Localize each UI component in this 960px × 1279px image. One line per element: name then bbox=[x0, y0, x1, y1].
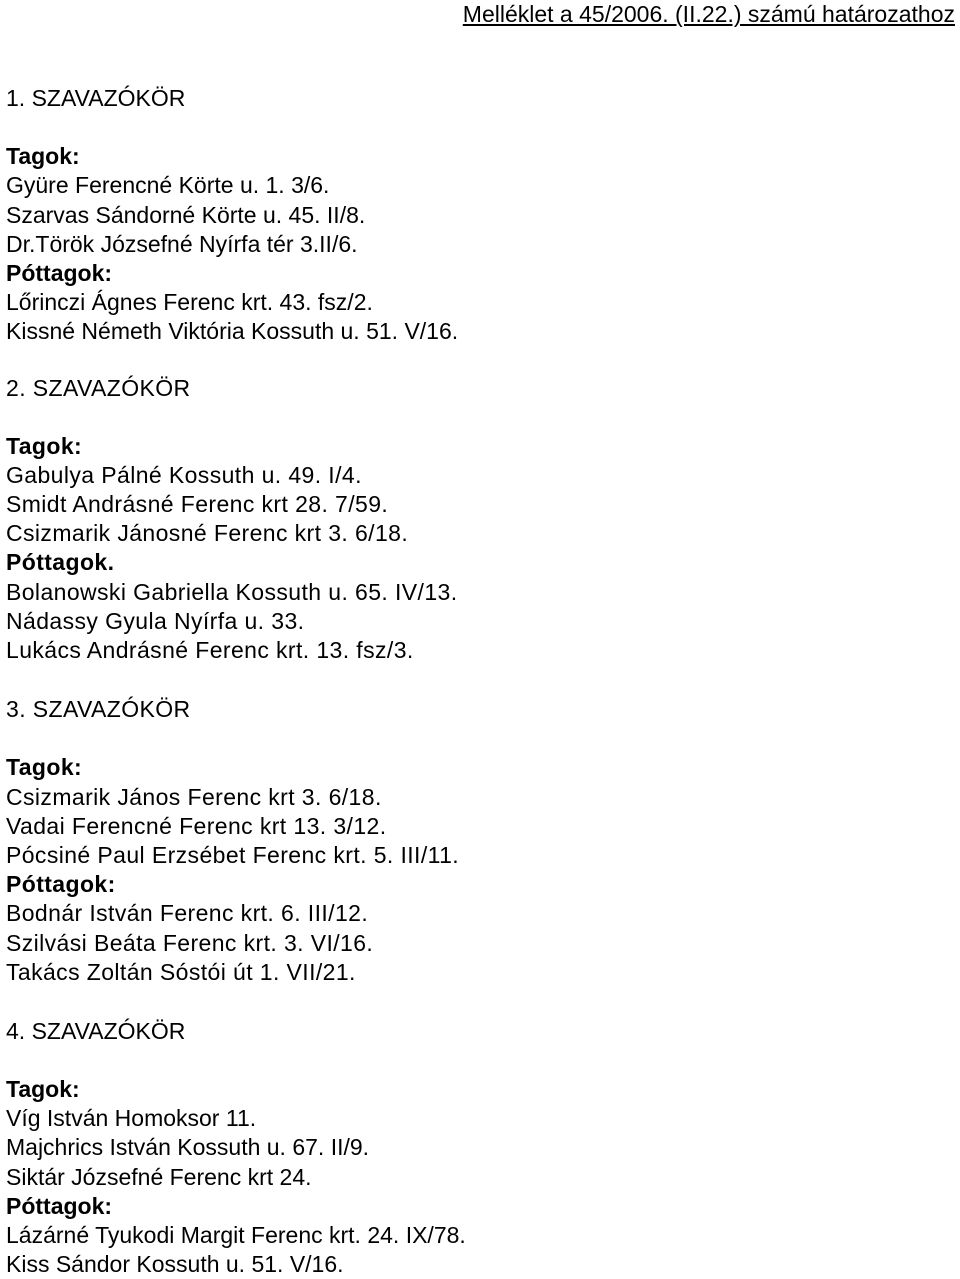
alternate-item: Kiss Sándor Kossuth u. 51. V/16. bbox=[6, 1251, 344, 1278]
section-2 bbox=[6, 374, 960, 666]
member-item: Vadai Ferencné Ferenc krt 13. 3/12. bbox=[6, 812, 387, 839]
alternates-label: Póttagok: bbox=[6, 1192, 113, 1219]
member-item: Pócsiné Paul Erzsébet Ferenc krt. 5. III/11. bbox=[6, 841, 460, 868]
members-label: Tagok: bbox=[6, 754, 83, 781]
member-item: Csizmarik Jánosné Ferenc krt 3. 6/18. bbox=[6, 520, 409, 547]
section-1 bbox=[6, 84, 960, 347]
alternate-item: Lukács Andrásné Ferenc krt. 13. fsz/3. bbox=[6, 637, 414, 663]
member-item: Víg István Homoksor 11. bbox=[6, 1105, 257, 1132]
section-3 bbox=[6, 695, 960, 987]
alternate-item: Bodnár István Ferenc krt. 6. III/12. bbox=[6, 900, 369, 927]
member-item: Siktár Józsefné Ferenc krt 24. bbox=[6, 1163, 312, 1190]
member-item: Csizmarik János Ferenc krt 3. 6/18. bbox=[6, 783, 382, 810]
alternates-label: Póttagok: bbox=[6, 259, 113, 286]
members-label: Tagok: bbox=[6, 143, 80, 170]
document-header: Melléklet a 45/2006. (II.22.) számú határozathoz bbox=[462, 1, 955, 27]
alternate-item: Szilvási Beáta Ferenc krt. 3. VI/16. bbox=[6, 929, 374, 956]
member-item: Szarvas Sándorné Körte u. 45. II/8. bbox=[6, 201, 366, 228]
member-item: Gyüre Ferencné Körte u. 1. 3/6. bbox=[6, 172, 330, 199]
member-item: Smidt Andrásné Ferenc krt 28. 7/59. bbox=[6, 491, 389, 518]
section-title: 3. SZAVAZÓKÖR bbox=[6, 696, 191, 723]
alternate-item: Takács Zoltán Sóstói út 1. VII/21. bbox=[6, 958, 356, 985]
section-title: 4. SZAVAZÓKÖR bbox=[6, 1017, 186, 1044]
alternate-item: Nádassy Gyula Nyírfa u. 33. bbox=[6, 607, 305, 634]
members-label: Tagok: bbox=[6, 1076, 80, 1103]
member-item: Dr.Török Józsefné Nyírfa tér 3.II/6. bbox=[6, 230, 358, 257]
members-label: Tagok: bbox=[6, 432, 83, 459]
document-body bbox=[6, 84, 960, 1279]
alternate-item: Lázárné Tyukodi Margit Ferenc krt. 24. IX/78. bbox=[6, 1222, 466, 1248]
alternate-item: Lőrinczi Ágnes Ferenc krt. 43. fsz/2. bbox=[6, 289, 373, 316]
section-title: 2. SZAVAZÓKÖR bbox=[6, 374, 191, 401]
section-4 bbox=[6, 1017, 960, 1279]
alternates-label: Póttagok. bbox=[6, 549, 115, 576]
member-item: Gabulya Pálné Kossuth u. 49. I/4. bbox=[6, 461, 362, 488]
alternate-item: Kissné Németh Viktória Kossuth u. 51. V/16. bbox=[6, 318, 459, 345]
alternates-label: Póttagok: bbox=[6, 871, 116, 898]
alternate-item: Bolanowski Gabriella Kossuth u. 65. IV/13. bbox=[6, 578, 458, 605]
member-item: Majchrics István Kossuth u. 67. II/9. bbox=[6, 1134, 370, 1161]
section-title: 1. SZAVAZÓKÖR bbox=[6, 85, 186, 111]
